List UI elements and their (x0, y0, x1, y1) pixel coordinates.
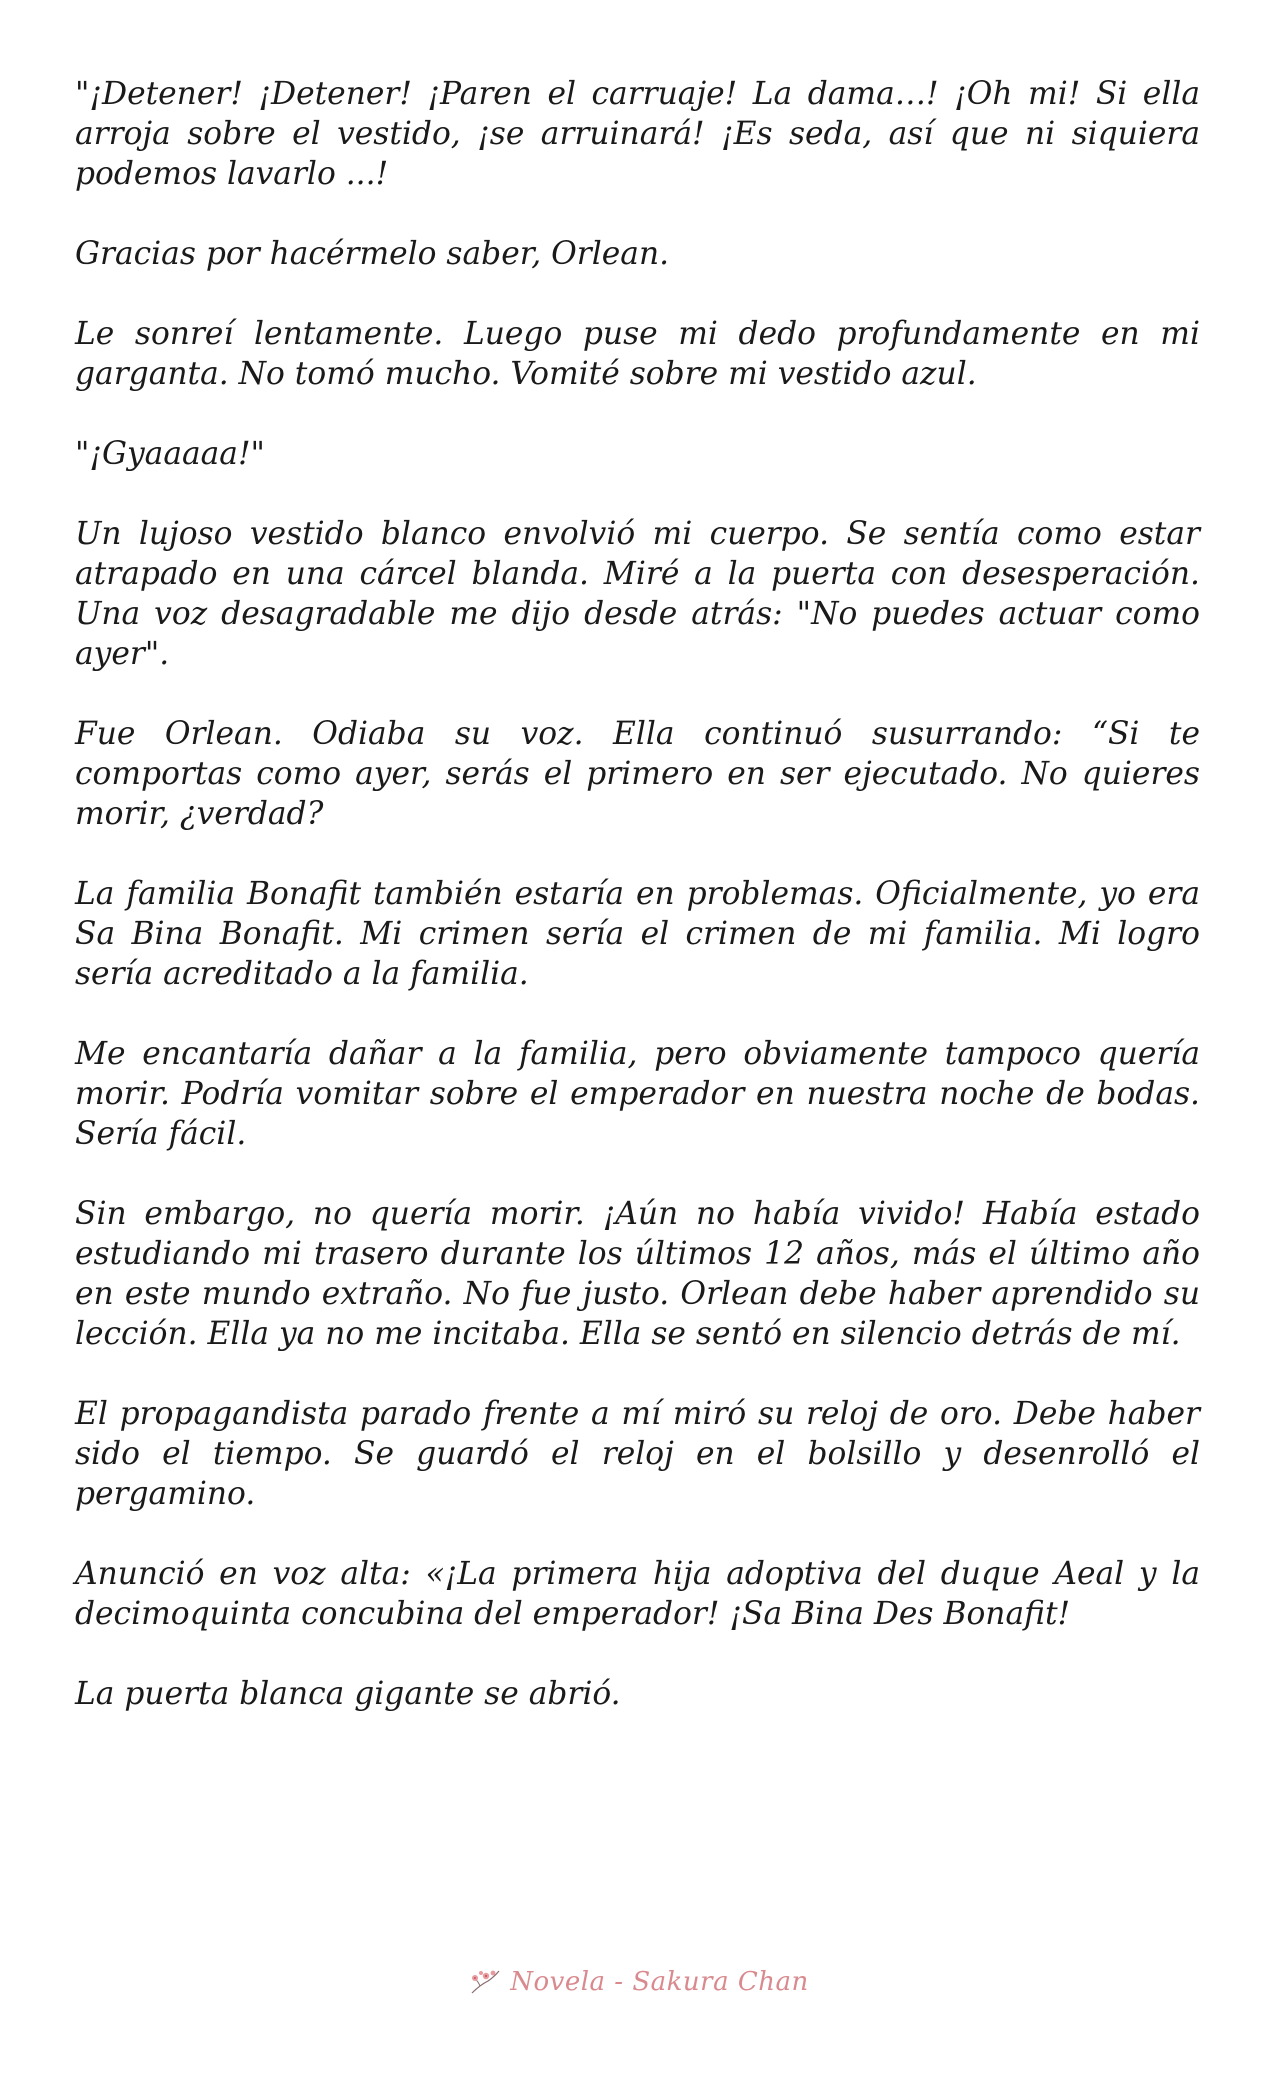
paragraph: La familia Bonafit también estaría en problemas. Oficialmente, yo era Sa Bina Bonafit. Mi crimen sería el crimen de mi familia. Mi logro sería acreditado a la familia. (75, 876, 1200, 992)
paragraph: "¡Detener! ¡Detener! ¡Paren el carruaje! La dama…! ¡Oh mi! Si ella arroja sobre el vestido, ¡se arruinará! ¡Es seda, así que ni siquiera podemos lavarlo ...! (75, 76, 1200, 192)
footer-content (466, 1967, 809, 1997)
paragraph: "¡Gyaaaaa!" (75, 436, 265, 472)
sakura-flower-icon (466, 1967, 502, 1997)
paragraph: Gracias por hacérmelo saber, Orlean. (75, 236, 670, 272)
footer-watermark (0, 1962, 1275, 2002)
paragraph: El propagandista parado frente a mí miró su reloj de oro. Debe haber sido el tiempo. Se guardó el reloj en el bolsillo y desenrolló el pergamino. (75, 1396, 1200, 1512)
paragraph: Anunció en voz alta: «¡La primera hija adoptiva del duque Aeal y la decimoquinta concubina del emperador! ¡Sa Bina Des Bonafit! (75, 1556, 1200, 1632)
document-body (75, 74, 1200, 1754)
paragraph: Me encantaría dañar a la familia, pero obviamente tampoco quería morir. Podría vomitar sobre el emperador en nuestra noche de bodas. Sería fácil. (75, 1036, 1200, 1152)
paragraph: Un lujoso vestido blanco envolvió mi cuerpo. Se sentía como estar atrapado en una cárcel blanda. Miré a la puerta con desesperación. Una voz desagradable me dijo desde atrás: "No puedes actuar como ayer". (75, 516, 1200, 672)
footer-text: Novela - Sakura Chan (510, 1967, 809, 1997)
paragraph: La puerta blanca gigante se abrió. (75, 1676, 621, 1712)
paragraph: Sin embargo, no quería morir. ¡Aún no había vivido! Había estado estudiando mi trasero durante los últimos 12 años, más el último año en este mundo extraño. No fue justo. Orlean debe haber aprendido su lección. Ella ya no me incitaba. Ella se sentó en silencio detrás de mí. (75, 1196, 1200, 1352)
paragraph: Le sonreí lentamente. Luego puse mi dedo profundamente en mi garganta. No tomó mucho. Vomité sobre mi vestido azul. (75, 316, 1200, 392)
paragraph: Fue Orlean. Odiaba su voz. Ella continuó susurrando: “Si te comportas como ayer, serás el primero en ser ejecutado. No quieres morir, ¿verdad? (75, 716, 1200, 832)
